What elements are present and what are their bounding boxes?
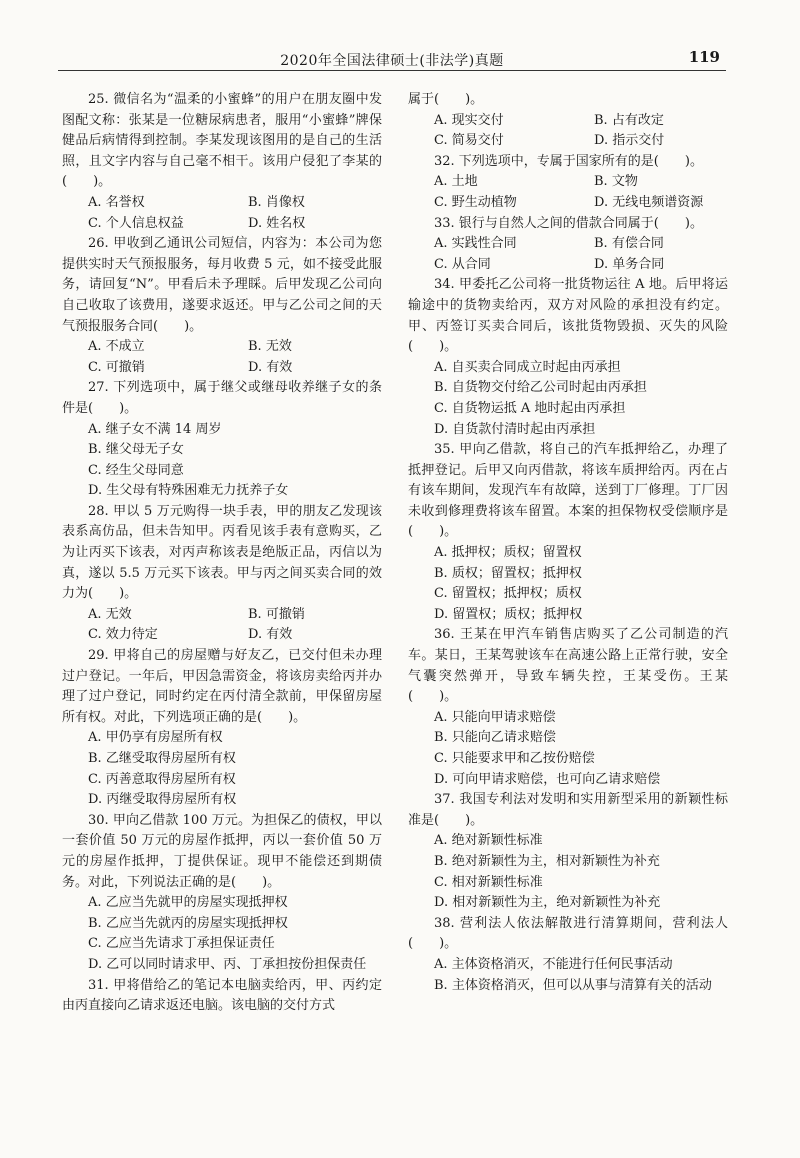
question-text: 32. 下列选项中，专属于国家所有的是( )。 [434,153,703,169]
option-grid [408,234,728,275]
answer-option: A. 名誉权 [88,194,145,210]
answer-option: D. 乙可以同时请求甲、丙、丁承担按份担保责任 [88,956,367,972]
answer-option: B. 主体资格消灭，但可以从事与清算有关的活动 [434,977,712,993]
answer-option: B. 肖像权 [248,194,305,210]
answer-option: D. 指示交付 [594,133,665,149]
question-text: 38. 营利法人依法解散进行清算期间，营利法人( )。 [408,915,728,952]
answer-option: B. 绝对新颖性为主，相对新颖性为补充 [434,853,660,869]
answer-option: A. 乙应当先就甲的房屋实现抵押权 [88,895,288,911]
option-list [408,543,728,625]
question-text: 27. 下列选项中，属于继父或继母收养继子女的条件是( )。 [62,380,382,416]
answer-option: B. 占有改定 [594,112,664,128]
option-list [62,728,382,810]
answer-option: C. 野生动植物 [434,194,517,210]
question-text: 28. 甲以 5 万元购得一块手表，甲的朋友乙发现该表系高仿品，但未告知甲。丙看见该手表有意购买，乙为让丙买下该表，对丙声称该表是绝版正品，丙信以为真，遂以 5.5 万元买下该表。甲与丙之间买卖合同的效力为( )。 [62,503,382,602]
option-grid [62,605,382,646]
question-text: 36. 王某在甲汽车销售店购买了乙公司制造的汽车。某日，王某驾驶该车在高速公路上正常行驶，安全气囊突然弹开，导致车辆失控，王某受伤。王某( )。 [408,627,728,705]
answer-option: D. 自货款付清时起由丙承担 [434,421,596,437]
answer-option: C. 简易交付 [434,133,504,149]
option-list [408,358,728,440]
answer-option: A. 只能向甲请求赔偿 [434,709,556,725]
option-list [62,420,382,502]
answer-option: B. 质权；留置权；抵押权 [434,565,582,581]
answer-option: D. 相对新颖性为主，绝对新颖性为补充 [434,895,661,911]
option-grid [62,337,382,378]
question-text: 37. 我国专利法对发明和实用新型采用的新颖性标准是( )。 [408,792,728,828]
answer-option: C. 相对新颖性标准 [434,874,543,890]
answer-option: B. 文物 [594,174,638,190]
question-text: 属于( )。 [408,92,484,107]
answer-option: C. 个人信息权益 [88,215,184,231]
answer-option: B. 继父母无子女 [88,442,184,458]
answer-option: D. 姓名权 [248,215,306,231]
answer-option: A. 抵押权；质权；留置权 [434,545,582,561]
answer-option: C. 自货物运抵 A 地时起由丙承担 [434,400,626,416]
answer-option: B. 只能向乙请求赔偿 [434,730,556,746]
option-list [62,893,382,975]
question-text: 26. 甲收到乙通讯公司短信，内容为：本公司为您提供实时天气预报服务，每月收费 5 元，如不接受此服务，请回复“N”。甲看后未予理睬。后甲发现乙公司向自己收取了该费用，遂要求返还。甲与乙公司之间的天气预报服务合同( )。 [62,236,382,334]
question-text: 34. 甲委托乙公司将一批货物运往 A 地。后甲将运输途中的货物卖给丙，双方对风险的承担没有约定。甲、丙签订买卖合同后，该批货物毁损、灭失的风险( )。 [408,277,728,355]
page-number: 119 [688,48,720,66]
option-list [408,831,728,913]
answer-option: D. 留置权；质权；抵押权 [434,606,583,622]
question-text: 33. 银行与自然人之间的借款合同属于( )。 [434,215,703,231]
answer-option: C. 从合同 [434,256,491,272]
answer-option: C. 乙应当先请求丁承担保证责任 [88,936,275,952]
answer-option: D. 有效 [248,627,293,643]
answer-option: B. 乙继受取得房屋所有权 [88,751,236,766]
answer-option: A. 甲仍享有房屋所有权 [88,730,223,746]
answer-option: B. 有偿合同 [594,236,664,252]
question-text: 30. 甲向乙借款 100 万元。为担保乙的债权，甲以一套价值 50 万元的房屋作抵押，丙以一套价值 50 万元的房屋作抵押，丁提供保证。现甲不能偿还到期债务。对此，下列说法正确的是( )。 [62,812,382,890]
answer-option: D. 有效 [248,359,293,375]
answer-option: A. 土地 [434,174,478,190]
page-header [58,48,726,71]
answer-option: B. 乙应当先就丙的房屋实现抵押权 [88,915,288,931]
option-list [408,955,728,996]
answer-option: C. 留置权；抵押权；质权 [434,586,582,602]
answer-option: B. 无效 [248,339,292,355]
answer-option: B. 自货物交付给乙公司时起由丙承担 [434,380,647,396]
option-grid [62,193,382,234]
page-header-title: 2020年全国法律硕士(非法学)真题 [280,53,504,69]
left-column [62,90,382,1017]
answer-option: C. 效力待定 [88,627,158,643]
option-grid [408,172,728,213]
right-column [408,90,728,996]
answer-option: A. 无效 [88,606,132,622]
answer-option: D. 丙继受取得房屋所有权 [88,792,237,808]
answer-option: A. 自买卖合同成立时起由丙承担 [434,359,621,375]
answer-option: B. 可撤销 [248,606,305,622]
answer-option: A. 绝对新颖性标准 [434,833,543,849]
answer-option: A. 继子女不满 14 周岁 [88,421,222,437]
answer-option: C. 只能要求甲和乙按份赔偿 [434,751,595,766]
option-grid [408,111,728,152]
question-text: 35. 甲向乙借款，将自己的汽车抵押给乙，办理了抵押登记。后甲又向丙借款，将该车质押给丙。丙在占有该车期间，发现汽车有故障，送到丁厂修理。丁厂因未收到修理费将该车留置。本案的担保物权受偿顺序是( )。 [408,442,728,540]
question-text: 29. 甲将自己的房屋赠与好友乙，已交付但未办理过户登记。一年后，甲因急需资金，将该房卖给丙并办理了过户登记，同时约定在丙付清全款前，甲保留房屋所有权。对此，下列选项正确的是( )。 [62,648,382,725]
answer-option: C. 可撤销 [88,359,145,375]
answer-option: D. 生父母有特殊困难无力抚养子女 [88,483,289,499]
answer-option: D. 无线电频谱资源 [594,194,704,210]
answer-option: D. 可向甲请求赔偿，也可向乙请求赔偿 [434,771,661,787]
question-text: 25. 微信名为“温柔的小蜜蜂”的用户在朋友圈中发图配文称：张某是一位糖尿病患者，服用“小蜜蜂”牌保健品后病情得到控制。李某发现该图用的是自己的生活照，且文字内容与自己毫不相干。该用户侵犯了李某的( )。 [62,92,382,190]
answer-option: A. 现实交付 [434,112,504,128]
answer-option: D. 单务合同 [594,256,665,272]
answer-option: A. 主体资格消灭，不能进行任何民事活动 [434,956,673,972]
answer-option: C. 经生父母同意 [88,462,184,478]
answer-option: A. 不成立 [88,339,145,355]
question-text: 31. 甲将借给乙的笔记本电脑卖给丙，甲、丙约定由丙直接向乙请求返还电脑。该电脑的交付方式 [62,977,382,1014]
option-list [408,708,728,790]
answer-option: C. 丙善意取得房屋所有权 [88,771,236,787]
answer-option: A. 实践性合同 [434,236,517,252]
